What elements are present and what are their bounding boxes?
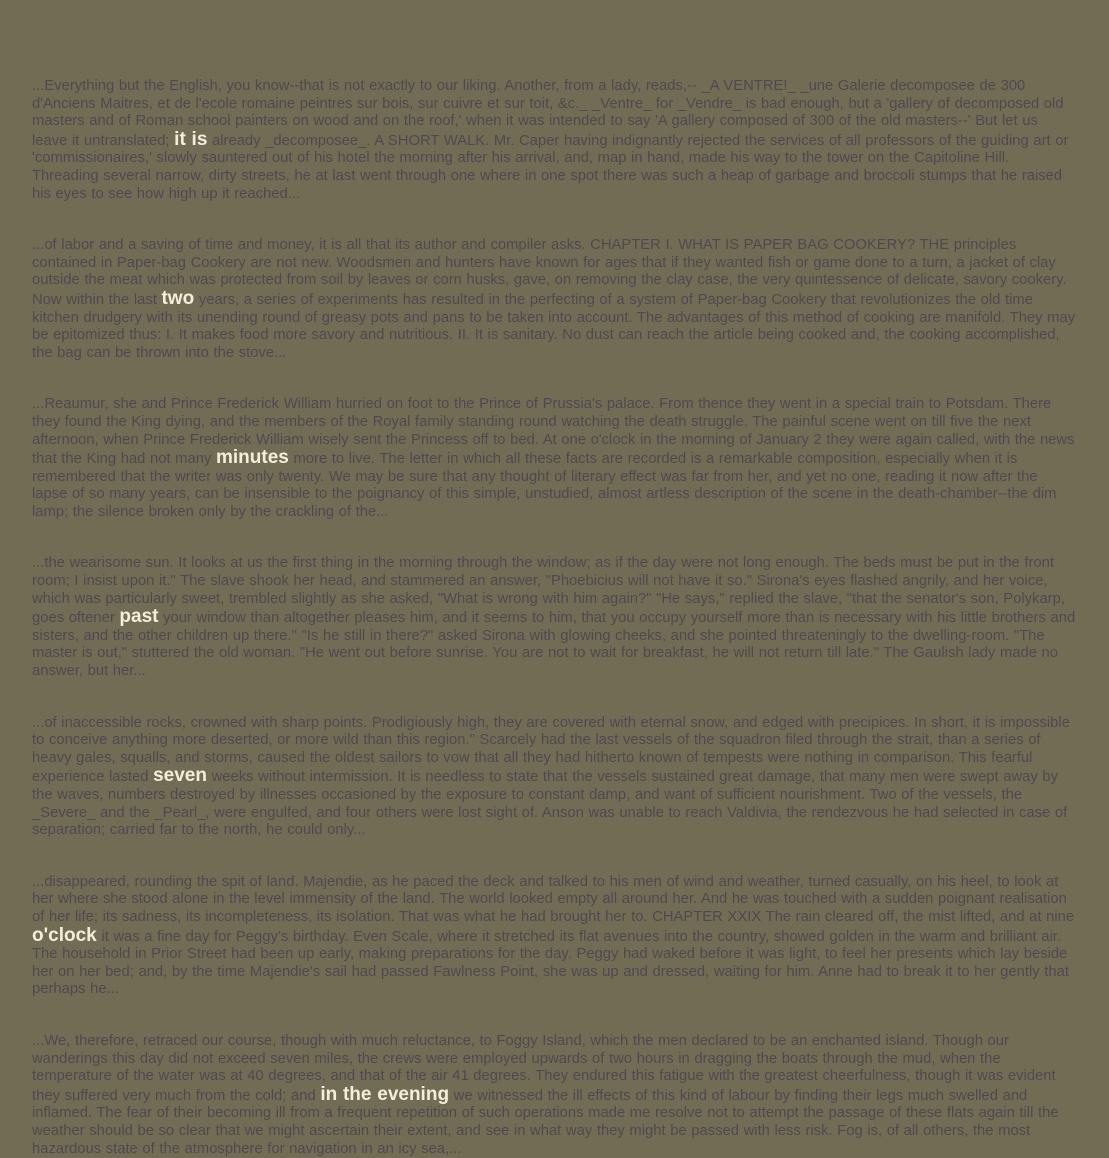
- passage-paragraph: [32, 715, 1076, 840]
- passage-text: years, a series of experiments has resulted in the perfecting of a system of Paper-bag Cookery that revolutionizes the old time kitchen drudgery with its unending round of greasy pots and pans to be taken into account. The advantages of this method of cooking are manifold. They may be epitomized thus: I. It makes food more savory and nutritious. II. It is sanitary. No dust can reach the article being cooked and, the cooking accomplished, the bag can be thrown into the stove...: [32, 291, 1076, 361]
- passage-text: ...of labor and a saving of time and money, it is all that its author and compiler asks. CHAPTER I. WHAT IS PAPER BAG COOKERY? THE principles contained in Paper-bag Cookery are not new. Woodsmen and hunters have known for ages that if they wanted fish or game done to a turn, a jacket of clay outside the meat which was protected from soil by leaves or corn husks, gave, on removing the clay case, the very quintessence of delicate, savory cookery. Now within the last: [32, 237, 1067, 308]
- passage-paragraph: [32, 874, 1076, 999]
- passage-text: ...of inaccessible rocks, crowned with sharp points. Prodigiously high, they are covered with eternal snow, and edged with precipices. In short, it is impossible to conceive anything more deserted, or more wild than this region." Scarcely had the last vessels of the squadron filed through the strait, than a series of heavy gales, squalls, and storms, caused the oldest sailors to vow that all they had hitherto known of tempests were nothing in comparison. This fearful experience lasted: [32, 714, 1070, 786]
- passage-text: ...We, therefore, retraced our course, though with much reluctance, to Foggy Island, which the men declared to be an enchanted island. Though our wanderings this day did not exceed seven miles, the crews were employed upwards of two hours in dragging the boats through the mud, when the temperature of the water was at 40 degrees, and that of the air 41 degrees. They endured this fatigue with the greatest cheerfulness, though it was evident they suffered very much from the cold; and: [32, 1032, 1056, 1104]
- passage-text: ...the wearisome sun. It looks at us the first thing in the morning through the window; as if the day were not long enough. The beds must be put in the front room; I insist upon it." The slave shook her head, and stammered an answer, "Phoebicius will not have it so." Sirona's eyes flashed angrily, and her voice, which was particularly sweet, trembled slightly as she asked, "What is wrong with him again?" "He says," replied the slave, "that the senator's son, Polykarp, goes oftener: [32, 555, 1065, 627]
- passage-text: already _decomposee_. A SHORT WALK. Mr. Caper having indignantly rejected the services of all professors of the guiding art or 'commissionaires,' slowly sauntered out of his hotel the morning after his arrival, and, map in hand, made his way to the tower on the Capitoline Hill. Threading several narrow, dirty streets, he at last went through one where in one spot there was such a heap of garbage and broccoli stumps that he raised his eyes to see how high up it reached...: [32, 132, 1069, 202]
- passage-text: your window than altogether pleases him, and it seems to him, that you occupy yourself more than is necessary with his little brothers and sisters, and the other children up there." "Is he still in there?" asked Sirona with glowing cheeks, and she pointed threateningly to the dwelling-room. "The master is out," stuttered the old woman. "He went out before sunrise. You are not to wait for breakfast, he will not return till late." The Gaulish lady made no answer, but her...: [32, 610, 1076, 680]
- time-word-highlight: in the evening: [320, 1083, 450, 1105]
- passage-paragraph: [32, 396, 1076, 521]
- passage-text: more to live. The letter in which all these facts are recorded is a remarkable composition, especially when it is remembered that the writer was only twenty. We may be sure that any thought of literary effect was far from her, and yet no one, reading it now after the lapse of so many years, can be insensible to the poignancy of this simple, unstudied, almost artless description of the scene in the death-chamber--the dim lamp; the silence broken only by the crackling of the...: [32, 451, 1057, 520]
- time-word-highlight: past: [119, 606, 159, 628]
- passage-paragraph: [32, 78, 1076, 203]
- passage-text: ...disappeared, rounding the spit of land. Majendie, as he paced the deck and talked to his men of wind and weather, turned casually, on his heel, to look at her where she stood alone in the level immensity of the land. The world looked empty all around her. And he was touched with a sudden poignant realisation of her life; its sadness, its incompleteness, its isolation. That was what he had brought her to. CHAPTER XXIX The rain cleared off, the mist lifted, and at nine: [32, 873, 1075, 925]
- time-word-highlight: two: [161, 287, 195, 309]
- time-word-highlight: it is: [174, 128, 208, 150]
- passage-paragraph: [32, 555, 1076, 680]
- passage-paragraph: [32, 237, 1076, 362]
- time-word-highlight: o'clock: [32, 924, 97, 946]
- time-word-highlight: seven: [153, 765, 207, 787]
- passage-text: it was a fine day for Peggy’s birthday. Even Scale, where it stretched its flat avenues into the country, showed golden in the warm and brilliant air. The household in Prior Street had been up early, making preparations for the day. Peggy had waked before it was light, to feel her presents which lay beside her on her bed; and, by the time Majendie's sail had passed Fawlness Point, she was up and dressed, waiting for him. Anne had to break it to her gently that perhaps he...: [32, 928, 1069, 998]
- passage-paragraph: [32, 1033, 1076, 1158]
- passage-text: ...Everything but the English, you know--that is not exactly to our liking. Another, from a lady, reads,-- _A VENTRE!_ _une Galerie decomposee de 300 d'Anciens Maitres, et de l'ecole romaine peintres sur bois, sur cuivre et sur toit, &c._ _Ventre_ for _Vendre_ is bad enough, but a 'gallery of decomposed old masters and of Roman school painters on wood and on the roof,' when it was intended to say 'A gallery composed of 300 of the old masters--' But let us leave it untranslated;: [32, 78, 1064, 149]
- passages: [32, 78, 1076, 1158]
- passage-text: we witnessed the ill effects of this kind of labour by finding their legs much swelled and inflamed. The fear of their becoming ill from a frequent repetition of such operations made me resolve not to attempt the passage of these flats again till the weather should be so clear that we might ascertain their extent, and see in what way they might be passed with less risk. Fog is, of all others, the most hazardous state of the atmosphere for navigation in an icy sea,...: [32, 1087, 1059, 1157]
- time-word-highlight: minutes: [215, 447, 289, 469]
- passage-text: weeks without intermission. It is needless to state that the vessels sustained great damage, that many men were swept away by the waves, numbers destroyed by illnesses occasioned by the exposure to constant damp, and want of sufficient nourishment. Two of the vessels, the _Severe_ and the _Pearl_, were engulfed, and four others were lost sight of. Anson was unable to reach Valdivia, the rendezvous he had selected in case of separation; carried far to the north, he could only...: [32, 769, 1068, 839]
- passage-text: ...Reaumur, she and Prince Frederick William hurried on foot to the Prince of Prussia's palace. From thence they went in a special train to Potsdam. There they found the King dying, and the members of the Royal family standing round watching the death struggle. The painful scene went on till five the next afternoon, when Prince Frederick William wisely sent the Princess off to bed. At one o'clock in the morning of January 2 they were again called, with the news that the King had not many: [32, 396, 1075, 468]
